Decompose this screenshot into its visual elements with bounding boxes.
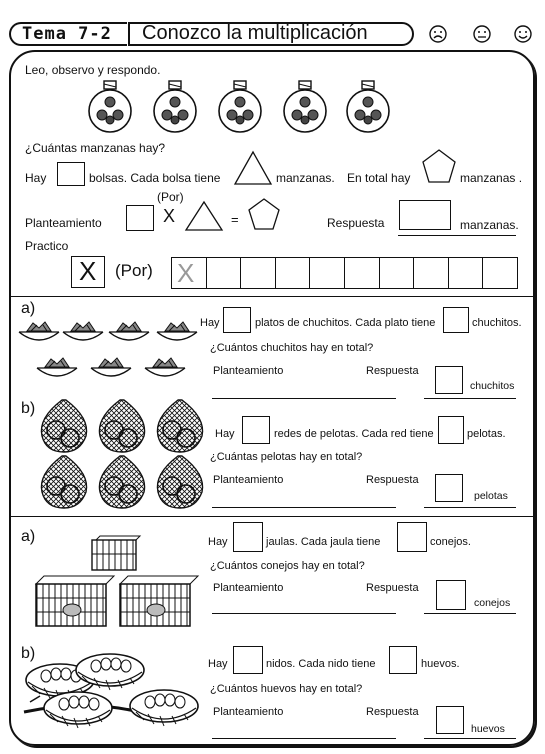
s1b-planteamiento-line bbox=[212, 507, 396, 508]
s2a-each-box[interactable] bbox=[397, 522, 427, 552]
s1b-unit: pelotas bbox=[474, 490, 508, 502]
s1b-each-box[interactable] bbox=[438, 416, 464, 444]
practice-grid[interactable] bbox=[171, 257, 518, 289]
section-divider-1 bbox=[11, 296, 533, 297]
s2b-text1: nidos. Cada nido tiene bbox=[266, 658, 376, 670]
s2b-each-box[interactable] bbox=[389, 646, 417, 674]
respuesta-label: Respuesta bbox=[327, 216, 385, 230]
s1b-question: ¿Cuántas pelotas hay en total? bbox=[210, 451, 363, 463]
s1a-unit: chuchitos bbox=[470, 380, 515, 392]
s2a-count-box[interactable] bbox=[233, 522, 263, 552]
page-title: Conozco la multiplicación bbox=[142, 22, 368, 44]
s2b-question: ¿Cuántos huevos hay en total? bbox=[210, 683, 363, 695]
s1b-label: b) bbox=[21, 400, 36, 417]
pentagon-shape[interactable] bbox=[247, 197, 281, 231]
bolsas-label: bolsas. Cada bolsa tiene bbox=[89, 171, 221, 185]
neutral-face-icon[interactable] bbox=[472, 24, 492, 44]
s1a-planteamiento-line bbox=[212, 398, 396, 399]
s2b-count-box[interactable] bbox=[233, 646, 263, 674]
s2b-hay: Hay bbox=[208, 658, 228, 670]
s1a-text1: platos de chuchitos. Cada plato tiene bbox=[255, 317, 436, 329]
triangle-answer-shape[interactable] bbox=[234, 150, 272, 186]
practice-ghost-x: X bbox=[177, 258, 195, 288]
s2b-label: b) bbox=[21, 645, 36, 662]
s2a-question: ¿Cuántos conejos hay en total? bbox=[210, 560, 365, 572]
instruction: Leo, observo y respondo. bbox=[25, 63, 161, 77]
planteamiento-box[interactable] bbox=[126, 205, 154, 231]
s2b-text2: huevos. bbox=[421, 658, 460, 670]
apples-question: ¿Cuántas manzanas hay? bbox=[25, 141, 166, 155]
respuesta-box[interactable] bbox=[399, 200, 451, 230]
planteamiento-label: Planteamiento bbox=[25, 216, 102, 230]
tema-label: Tema 7-2 bbox=[22, 24, 112, 44]
s1b-answer-box[interactable] bbox=[435, 474, 463, 502]
s1b-text2: pelotas. bbox=[467, 428, 506, 440]
s1a-each-box[interactable] bbox=[443, 307, 469, 333]
respuesta-line bbox=[398, 235, 516, 236]
por-small-label: (Por) bbox=[157, 190, 184, 204]
s1a-count-box[interactable] bbox=[223, 307, 251, 333]
chuchito-plates-illustration bbox=[18, 322, 213, 388]
s2b-answer-box[interactable] bbox=[436, 706, 464, 734]
s2a-text2: conejos. bbox=[430, 536, 471, 548]
s1a-text2: chuchitos. bbox=[472, 317, 522, 329]
s1a-hay: Hay bbox=[200, 317, 220, 329]
s1b-respuesta: Respuesta bbox=[366, 474, 419, 486]
s1a-question: ¿Cuántos chuchitos hay en total? bbox=[210, 342, 374, 354]
s2a-respuesta-line bbox=[424, 613, 516, 614]
s1a-answer-box[interactable] bbox=[435, 366, 463, 394]
s2a-hay: Hay bbox=[208, 536, 228, 548]
s1a-planteamiento: Planteamiento bbox=[213, 365, 284, 377]
happy-face-icon[interactable] bbox=[513, 24, 533, 44]
triangle-shape[interactable] bbox=[184, 200, 224, 232]
respuesta-unit: manzanas. bbox=[460, 218, 519, 232]
equals-sign: = bbox=[231, 212, 239, 227]
s2a-text1: jaulas. Cada jaula tiene bbox=[266, 536, 381, 548]
times-sign: X bbox=[163, 206, 176, 226]
s1b-hay: Hay bbox=[215, 428, 235, 440]
manzanas-end-label: manzanas . bbox=[460, 171, 523, 185]
s1a-respuesta: Respuesta bbox=[366, 365, 419, 377]
s2a-answer-box[interactable] bbox=[436, 580, 466, 610]
s1b-text1: redes de pelotas. Cada red tiene bbox=[274, 428, 434, 440]
s1b-count-box[interactable] bbox=[242, 416, 270, 444]
s2a-unit: conejos bbox=[474, 597, 511, 609]
s2b-planteamiento: Planteamiento bbox=[213, 706, 284, 718]
manzanas-label: manzanas. bbox=[276, 171, 335, 185]
pentagon-answer-shape[interactable] bbox=[421, 148, 457, 184]
hay-label: Hay bbox=[25, 171, 47, 185]
bird-nests-illustration bbox=[20, 652, 202, 732]
en-total-label: En total hay bbox=[347, 171, 411, 185]
practice-por: (Por) bbox=[115, 261, 153, 280]
s2b-unit: huevos bbox=[471, 723, 505, 735]
s1a-label: a) bbox=[21, 300, 36, 317]
sad-face-icon[interactable] bbox=[428, 24, 448, 44]
s2a-planteamiento-line bbox=[212, 613, 396, 614]
rabbit-cages-illustration bbox=[34, 536, 200, 628]
s2b-planteamiento-line bbox=[212, 738, 396, 739]
practico-label: Practico bbox=[25, 239, 69, 253]
s1b-respuesta-line bbox=[424, 507, 516, 508]
section-divider-2 bbox=[11, 516, 533, 517]
s2b-respuesta: Respuesta bbox=[366, 706, 419, 718]
ball-nets-illustration bbox=[36, 398, 212, 510]
bags-count-box[interactable] bbox=[57, 162, 85, 186]
practice-x: X bbox=[79, 256, 97, 286]
s2b-respuesta-line bbox=[424, 738, 516, 739]
s1b-planteamiento: Planteamiento bbox=[213, 474, 284, 486]
s1a-respuesta-line bbox=[424, 398, 516, 399]
apple-bags-illustration bbox=[90, 80, 390, 136]
s2a-label: a) bbox=[21, 528, 36, 545]
s2a-planteamiento: Planteamiento bbox=[213, 582, 284, 594]
s2a-respuesta: Respuesta bbox=[366, 582, 419, 594]
